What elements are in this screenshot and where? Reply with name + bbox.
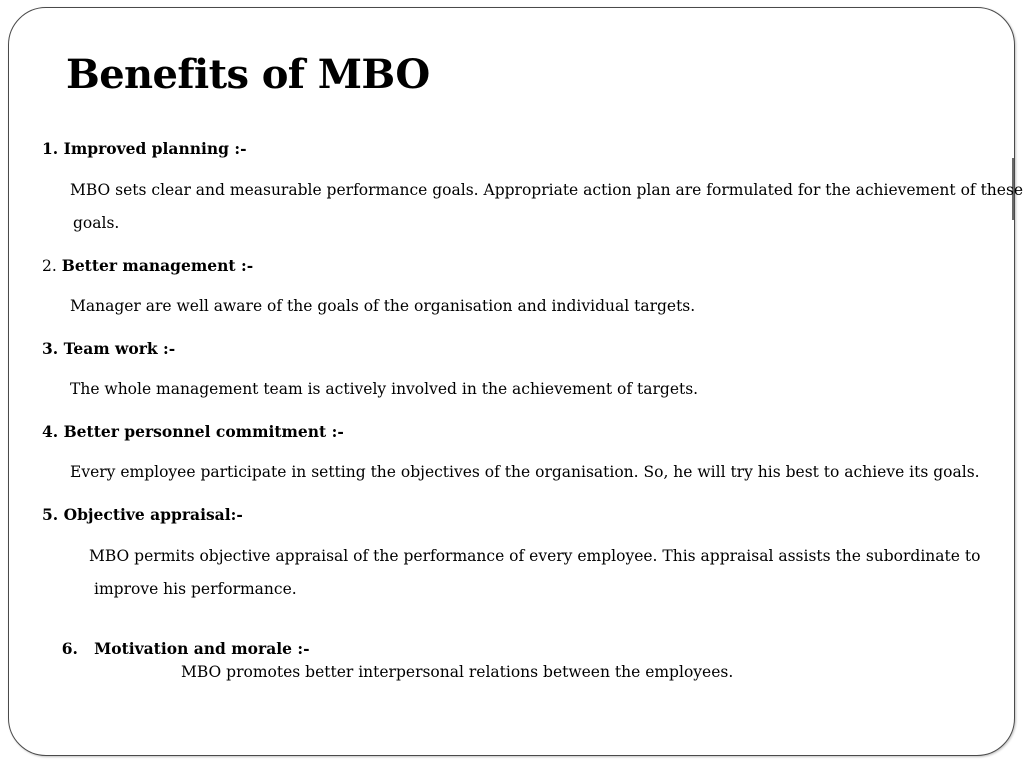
item-2-body-line-1: Manager are well aware of the goals of the organisation and individual targets. <box>70 297 696 315</box>
item-2-heading <box>42 256 253 275</box>
item-1-body-line-2: goals. <box>73 214 120 232</box>
item-5-number: 5. <box>42 505 64 524</box>
item-4-heading-text: Better personnel commitment :- <box>63 422 344 441</box>
item-5-body-line-1: MBO permits objective appraisal of the performance of every employee. This appraisal assists the subordinate to <box>89 547 981 565</box>
item-4-number: 4. <box>42 422 64 441</box>
item-6-number: 6. <box>61 639 95 658</box>
slide-title: Benefits of MBO <box>66 51 430 98</box>
item-4-heading <box>42 422 344 441</box>
item-6-body-line-1: MBO promotes better interpersonal relations between the employees. <box>181 663 734 681</box>
item-3-body-line-1: The whole management team is actively involved in the achievement of targets. <box>70 380 699 398</box>
item-5-heading-text: Objective appraisal:- <box>63 505 243 524</box>
item-1-heading-text: Improved planning :- <box>63 139 247 158</box>
item-1-number: 1. <box>42 139 64 158</box>
item-1-heading <box>42 139 247 158</box>
item-3-heading <box>42 339 175 358</box>
item-4-body-line-1: Every employee participate in setting the objectives of the organisation. So, he will try his best to achieve its goals. <box>70 463 980 481</box>
item-2-heading-text: Better management :- <box>61 256 254 275</box>
item-3-heading-text: Team work :- <box>63 339 176 358</box>
item-3-number: 3. <box>42 339 64 358</box>
slide <box>8 7 1024 756</box>
item-6-heading-text: Motivation and morale :- <box>94 639 310 658</box>
item-5-heading <box>42 505 243 524</box>
item-5-body-line-2: improve his performance. <box>94 580 297 598</box>
item-2-number: 2. <box>42 257 62 275</box>
item-1-body-line-1: MBO sets clear and measurable performance goals. Appropriate action plan are formulated for the achievement of these <box>70 181 1024 199</box>
